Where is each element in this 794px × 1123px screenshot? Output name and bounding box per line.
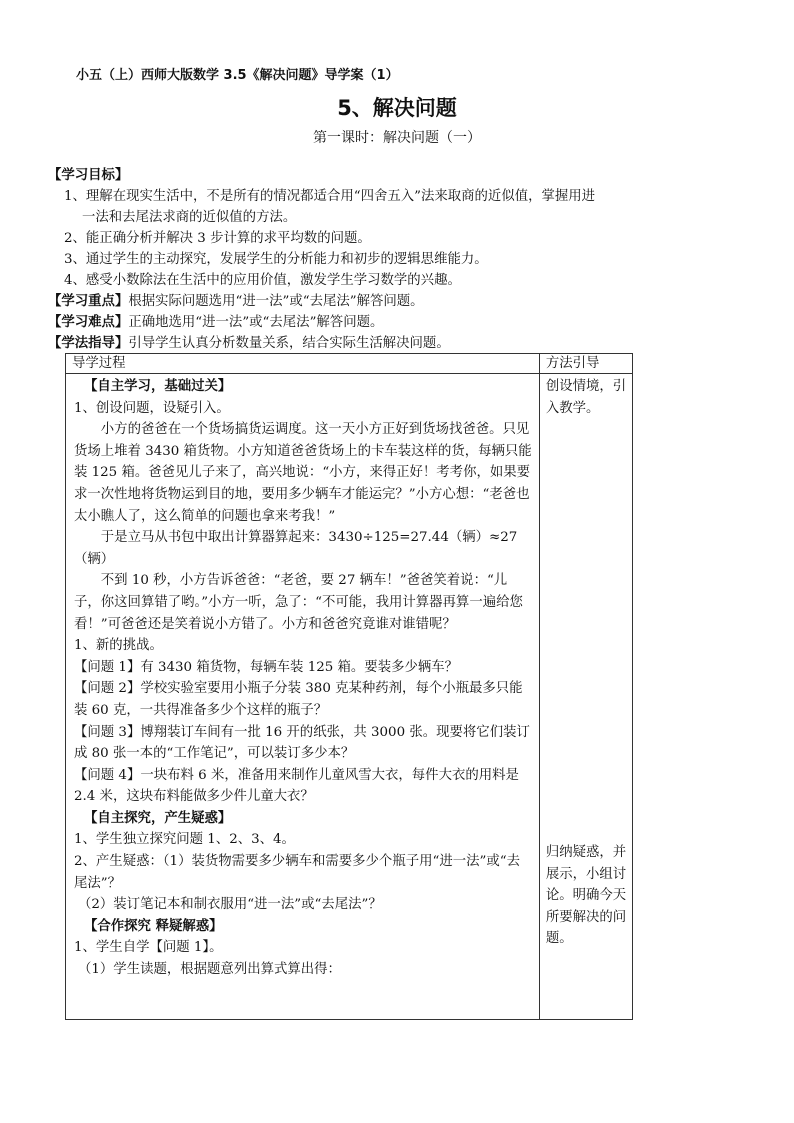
section-heading: 【合作探究 释疑解惑】 bbox=[84, 918, 223, 934]
document-header: 小五（上）西师大版数学 3.5《解决问题》导学案（1） bbox=[76, 68, 399, 83]
objectives-heading: 【学习目标】 bbox=[48, 168, 129, 183]
lesson-subtitle: 第一课时：解决问题（一） bbox=[313, 130, 481, 146]
problem-text: 博翔装订车间有一批 16 开的纸张，共 3000 张。现要将它们装订成 80 张一本的“工作笔记”，可以装订多少本？ bbox=[74, 724, 530, 762]
step-item: 1、创设问题，设疑引入。 bbox=[74, 400, 230, 416]
key-points-text: 根据实际问题选用“进一法”或“去尾法”解答问题。 bbox=[128, 294, 424, 309]
story-paragraph: 不到 10 秒，小方告诉爸爸：“老爸，要 27 辆车！”爸爸笑着说：“儿子，你这回算错了哟。”小方一听，急了：“不可能，我用计算器再算一遍给您看！”可爸爸还是笑着说小方错了。小方和爸爸究竟谁对谁错呢？ bbox=[74, 573, 523, 632]
method-row bbox=[48, 333, 738, 354]
problem-text: 有 3430 箱货物，每辆车装 125 箱。要装多少辆车？ bbox=[140, 659, 459, 675]
story-paragraph: 小方的爸爸在一个货场搞货运调度。这一天小方正好到货场找爸爸。只见货场上堆着 3430 箱货物。小方知道爸爸货场上的卡车装这样的货，每辆只能装 125 箱。爸爸见儿子来了，高兴地说：“小方，来得正好！考考你，如果要求一次性地将货物运到目的地，要用多少辆车才能运完？”小方心想：“老爸也太小瞧人了，这么简单的问题也拿来考我！” bbox=[74, 422, 532, 524]
problem-4 bbox=[74, 765, 533, 808]
problem-label: 【问题 3】 bbox=[74, 724, 141, 740]
problem-label: 【问题 4】 bbox=[74, 767, 141, 783]
difficulty-row bbox=[48, 312, 738, 333]
lesson-title: 5、解决问题 bbox=[337, 96, 457, 120]
objective-item-continuation: 一法和去尾法求商的近似值的方法。 bbox=[82, 210, 297, 225]
problem-3 bbox=[74, 722, 533, 765]
method-note: 归纳疑惑，并展示，小组讨论。明确今天所要解决的问题。 bbox=[545, 845, 627, 947]
objective-item: 2、能正确分析并解决 3 步计算的求平均数的问题。 bbox=[64, 231, 371, 246]
step-item: 2、产生疑惑：（1）装货物需要多少辆车和需要多少个瓶子用“进一法”或“去尾法”？ bbox=[74, 854, 520, 891]
guide-table bbox=[65, 353, 633, 1020]
header-method: 方法引导 bbox=[539, 354, 632, 374]
objective-item: 4、感受小数除法在生活中的应用价值，激发学生学习数学的兴趣。 bbox=[64, 273, 461, 288]
step-item: 1、学生独立探究问题 1、2、3、4。 bbox=[74, 832, 295, 848]
objectives-section bbox=[48, 165, 738, 354]
section-heading: 【自主学习，基础过关】 bbox=[84, 379, 232, 394]
objective-item: 3、通过学生的主动探究，发展学生的分析能力和初步的逻辑思维能力。 bbox=[64, 252, 488, 267]
method-label: 【学法指导】 bbox=[48, 336, 129, 351]
problem-1 bbox=[74, 657, 533, 679]
step-item: 1、学生自学【问题 1】。 bbox=[74, 940, 223, 956]
problem-label: 【问题 1】 bbox=[74, 659, 141, 675]
method-note: 创设情境，引入教学。 bbox=[545, 379, 627, 416]
section-heading: 【自主探究，产生疑惑】 bbox=[84, 810, 232, 826]
story-paragraph: 于是立马从书包中取出计算器算起来：3430÷125=27.44（辆）≈27（辆） bbox=[74, 530, 518, 567]
process-cell bbox=[66, 374, 540, 1020]
problem-text: 一块布料 6 米，准备用来制作儿童风雪大衣，每件大衣的用料是 2.4 米，这块布料能做多少件儿童大衣？ bbox=[74, 767, 519, 805]
problem-text: 学校实验室要用小瓶子分装 380 克某种药剂，每个小瓶最多只能装 60 克，一共得准备多少个这样的瓶子？ bbox=[74, 681, 523, 718]
method-cell bbox=[539, 374, 632, 1020]
difficulty-text: 正确地选用“进一法”或“去尾法”解答问题。 bbox=[128, 315, 384, 330]
objective-item: 1、理解在现实生活中，不是所有的情况都适合用“四舍五入”法来取商的近似值，掌握用进 bbox=[64, 189, 596, 204]
difficulty-label: 【学习难点】 bbox=[48, 315, 129, 330]
step-item: （1）学生读题，根据题意列出算式算出得： bbox=[78, 962, 341, 978]
problem-2 bbox=[74, 678, 533, 721]
method-text: 引导学生认真分析数量关系，结合实际生活解决问题。 bbox=[128, 336, 450, 351]
step-item: 1、新的挑战。 bbox=[74, 638, 163, 654]
key-points-row bbox=[48, 291, 738, 312]
header-process: 导学过程 bbox=[66, 354, 540, 374]
problem-label: 【问题 2】 bbox=[74, 681, 141, 697]
step-item: （2）装订笔记本和制衣服用“进一法”或“去尾法”？ bbox=[78, 897, 382, 913]
key-points-label: 【学习重点】 bbox=[48, 294, 129, 309]
